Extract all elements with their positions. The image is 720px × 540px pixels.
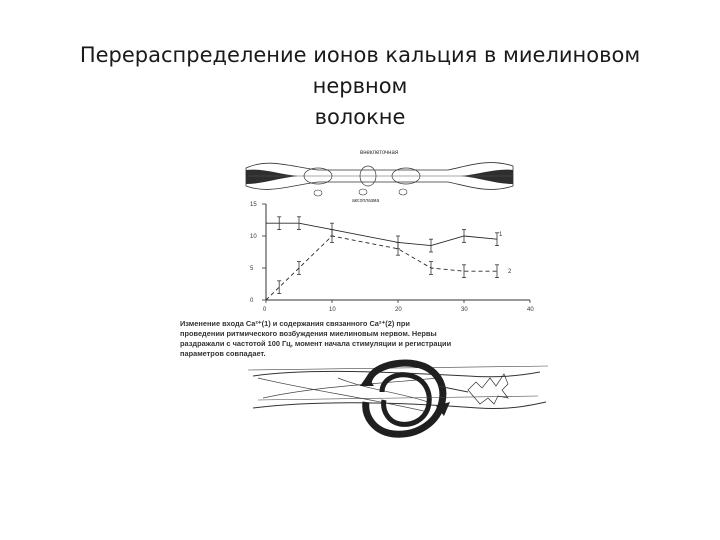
fiber-diag-2 bbox=[263, 378, 438, 398]
series-2-label: 2 bbox=[508, 269, 512, 275]
x-tick-label-3: 30 bbox=[461, 307, 468, 313]
caption-line-3: раздражали с частотой 100 Гц, момент начала стимуляции и регистрации bbox=[180, 339, 452, 348]
x-tick-label-4: 40 bbox=[527, 307, 534, 313]
figure-svg bbox=[168, 140, 593, 460]
cell-body-scribble bbox=[468, 374, 508, 404]
fiber-schematic bbox=[246, 150, 513, 204]
caption-line-4: параметров совпадает. bbox=[180, 349, 266, 358]
figure-caption bbox=[180, 319, 452, 358]
caption-line-1: Изменение входа Ca²⁺(1) и содержания связанного Ca²⁺(2) при bbox=[180, 319, 410, 328]
x-tick-label-2: 20 bbox=[395, 307, 402, 313]
scanned-figure bbox=[168, 140, 593, 460]
title-line-1: Перераспределение ионов кальция в миелиновом нервном bbox=[79, 43, 641, 98]
x-tick-label-1: 10 bbox=[329, 307, 336, 313]
y-tick-label-3: 15 bbox=[250, 202, 257, 208]
title-line-2: волокне bbox=[314, 105, 406, 129]
marker-3 bbox=[399, 189, 407, 195]
series-1-label: 1 bbox=[499, 232, 503, 238]
bottom-diagram bbox=[248, 363, 548, 434]
caption-line-2: проведении ритмического возбуждения миелиновым нервом. Нервы bbox=[180, 329, 437, 338]
slide-title bbox=[40, 40, 680, 133]
y-tick-label-2: 10 bbox=[250, 234, 257, 240]
fiber-lower bbox=[253, 402, 546, 409]
schematic-top-label: внеклеточная bbox=[360, 150, 399, 156]
marker-1 bbox=[314, 190, 322, 196]
series-2-line bbox=[266, 236, 497, 300]
chart-area bbox=[250, 202, 534, 313]
schematic-mid-label: аксоплазма bbox=[352, 198, 380, 204]
y-tick-label-0: 0 bbox=[250, 298, 254, 304]
marker-2 bbox=[359, 189, 367, 195]
x-tick-label-0: 0 bbox=[263, 307, 267, 313]
y-tick-label-1: 5 bbox=[250, 266, 254, 272]
